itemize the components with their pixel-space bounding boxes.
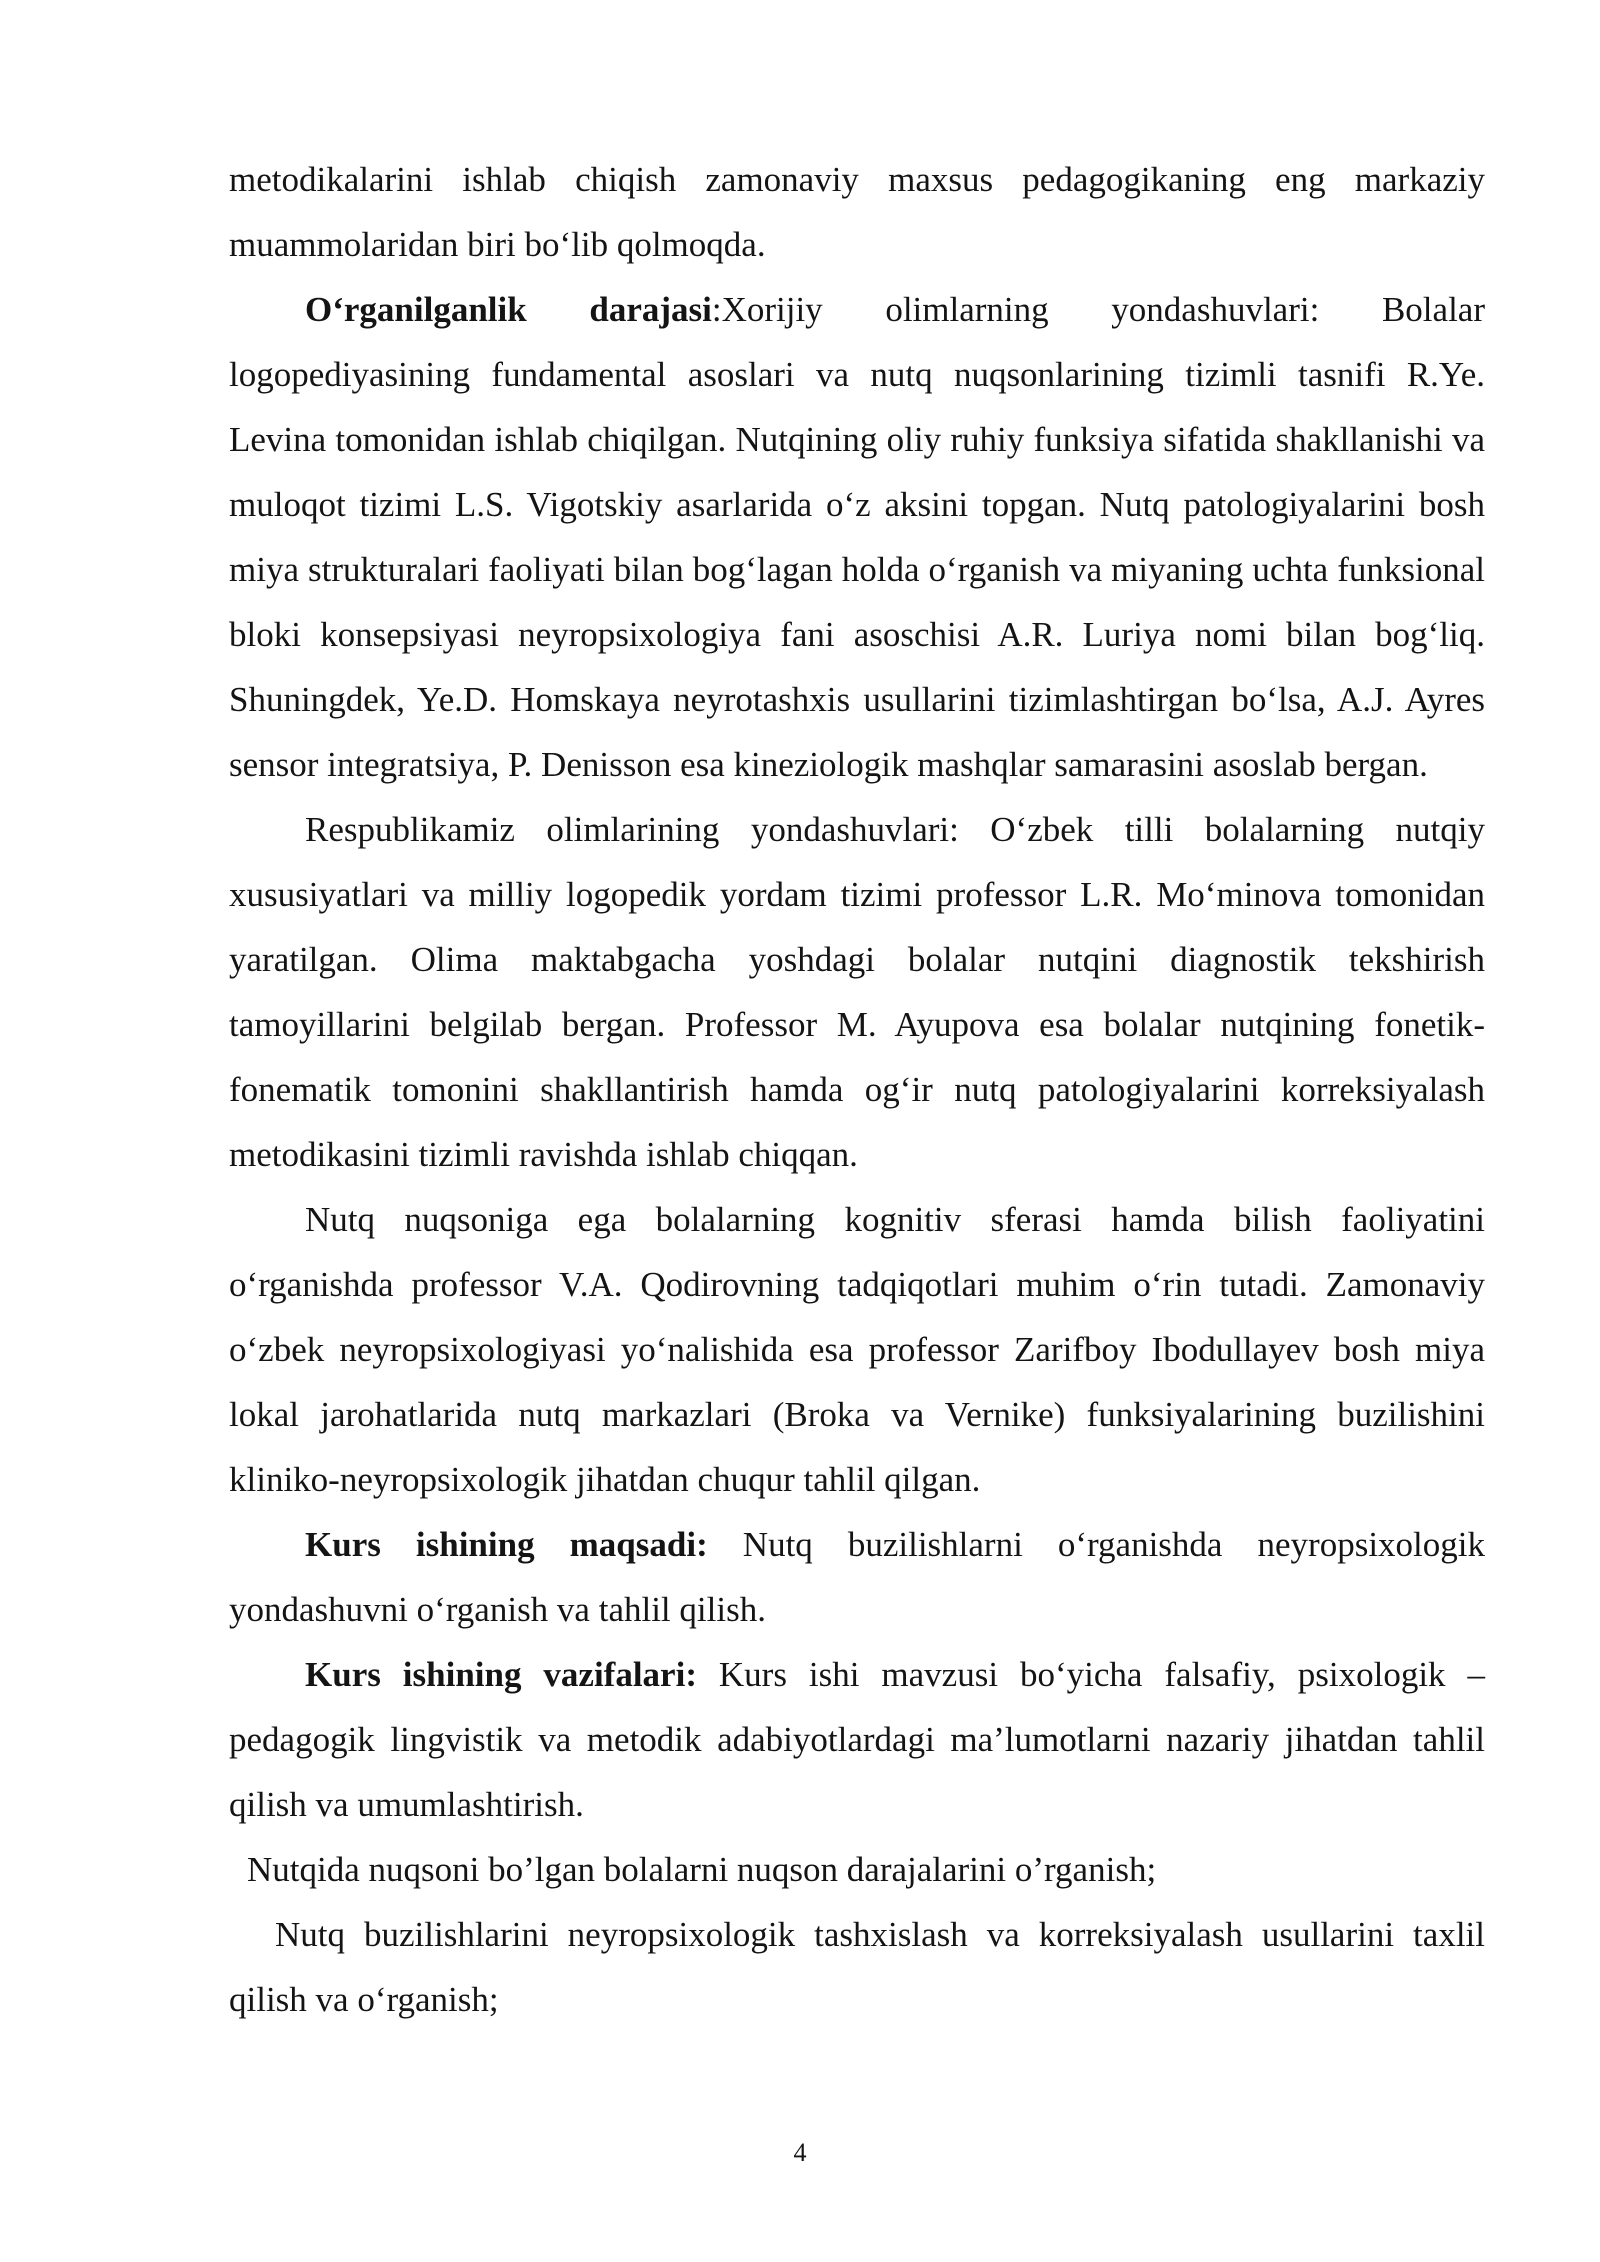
- paragraph-local-scholars: [229, 797, 1485, 1187]
- paragraph-text: Kurs ishi mavzusi bo‘yicha falsafiy, psixologik – pedagogik lingvistik va metodik adabiyotlardagi ma’lumotlarni nazariy jihatdan tahlil qilish va umumlashtirish.: [229, 1655, 1485, 1824]
- document-body: [229, 147, 1485, 2032]
- paragraph-text: Nutq buzilishlarini neyropsixologik tashxislash va korreksiyalash usullarini taxlil qilish va o‘rganish;: [229, 1915, 1485, 2019]
- paragraph-text: metodikalarini ishlab chiqish zamonaviy maxsus pedagogikaning eng markaziy muammolaridan biri bo‘lib qolmoqda.: [229, 160, 1485, 264]
- research-level-heading: O‘rganilganlik darajasi: [305, 290, 712, 329]
- paragraph-course-goal: [229, 1512, 1485, 1642]
- paragraph-course-tasks: [229, 1642, 1485, 1837]
- paragraph-task-item: [229, 1902, 1485, 2032]
- course-tasks-heading: Kurs ishining vazifalari:: [305, 1655, 697, 1694]
- paragraph-text: :Xorijiy olimlarning yondashuvlari: Bolalar logopediyasining fundamental asoslari va nutq nuqsonlarining tizimli tasnifi R.Ye. Levina tomonidan ishlab chiqilgan. Nutqining oliy ruhiy funksiya sifatida shakllanishi va muloqot tizimi L.S. Vigotskiy asarlarida o‘z aksini topgan. Nutq patologiyalarini bosh miya strukturalari faoliyati bilan bog‘lagan holda o‘rganish va miyaning uchta funksional bloki konsepsiyasi neyropsixologiya fani asoschisi A.R. Luriya nomi bilan bog‘liq. Shuningdek, Ye.D. Homskaya neyrotashxis usullarini tizimlashtirgan bo‘lsa, A.J. Ayres sensor integratsiya, P. Denisson esa kineziologik mashqlar samarasini asoslab bergan.: [229, 290, 1485, 784]
- paragraph-text: Nutqida nuqsoni bo’lgan bolalarni nuqson darajalarini o’rganish;: [247, 1850, 1157, 1889]
- course-goal-heading: Kurs ishining maqsadi:: [305, 1525, 708, 1564]
- paragraph-continuation: [229, 147, 1485, 277]
- paragraph-text: Nutq buzilishlarni o‘rganishda neyropsixologik yondashuvni o‘rganish va tahlil qilish.: [229, 1525, 1485, 1629]
- paragraph-text: Nutq nuqsoniga ega bolalarning kognitiv sferasi hamda bilish faoliyatini o‘rganishda professor V.A. Qodirovning tadqiqotlari muhim o‘rin tutadi. Zamonaviy o‘zbek neyropsixologiyasi yo‘nalishida esa professor Zarifboy Ibodullayev bosh miya lokal jarohatlarida nutq markazlari (Broka va Vernike) funksiyalarining buzilishini kliniko-neyropsixologik jihatdan chuqur tahlil qilgan.: [229, 1200, 1485, 1499]
- paragraph-task-item: [229, 1837, 1485, 1902]
- page-number: 4: [793, 2138, 807, 2167]
- paragraph-cognitive-research: [229, 1187, 1485, 1512]
- paragraph-research-level: [229, 277, 1485, 797]
- paragraph-text: Respublikamiz olimlarining yondashuvlari: O‘zbek tilli bolalarning nutqiy xususiyatlari va milliy logopedik yordam tizimi professor L.R. Mo‘minova tomonidan yaratilgan. Olima maktabgacha yoshdagi bolalar nutqini diagnostik tekshirish tamoyillarini belgilab bergan. Professor M. Ayupova esa bolalar nutqining fonetik-fonematik tomonini shakllantirish hamda og‘ir nutq patologiyalarini korreksiyalash metodikasini tizimli ravishda ishlab chiqqan.: [229, 810, 1485, 1174]
